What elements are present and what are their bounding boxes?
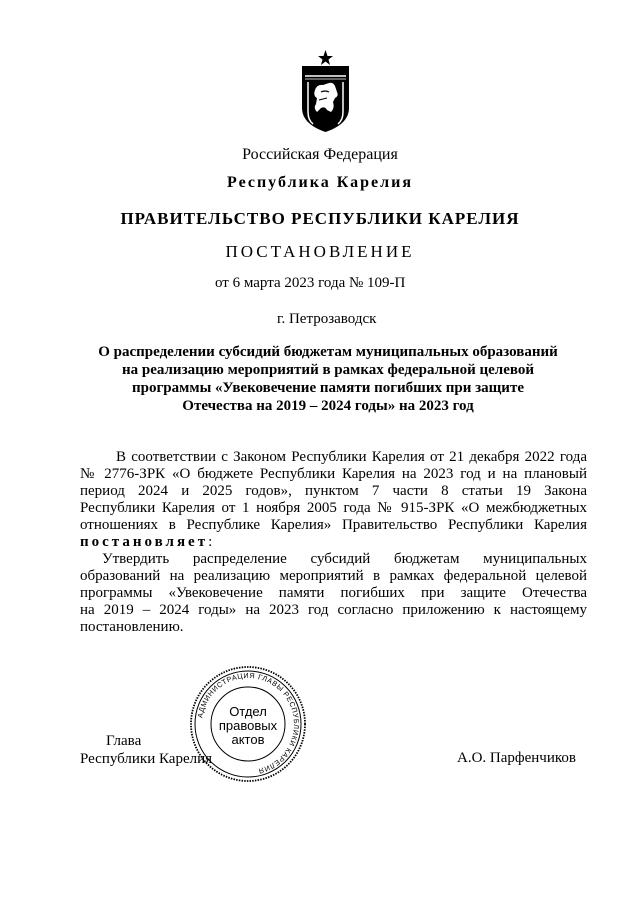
stamp-ring-text: АДМИНИСТРАЦИЯ ГЛАВЫ РЕСПУБЛИКИ КАРЕЛИЯ xyxy=(195,670,302,776)
resolution-line: на 2019 – 2024 годы» на 2023 год согласно приложению к настоящему xyxy=(80,602,587,618)
subject-line: О распределении субсидий бюджетам муниципальных образований xyxy=(98,344,558,360)
decree-word: постановляет xyxy=(80,534,209,550)
resolution-line: постановлению. xyxy=(80,619,184,635)
document-subject xyxy=(80,343,576,415)
subject-line: Отечества на 2019 – 2024 годы» на 2023 год xyxy=(182,398,474,414)
preamble-line: В соответствии с Законом Республики Карелия от 21 декабря 2022 года xyxy=(116,449,587,465)
preamble-line: отношениях в Республике Карелия» Правительство Республики Карелия xyxy=(80,517,587,533)
republic-name: Республика Карелия xyxy=(227,174,413,191)
resolution-line: образований на реализацию мероприятий в рамках федеральной целевой xyxy=(80,568,587,584)
preamble-line: период 2024 и 2025 годов», пунктом 7 части 8 статьи 19 Закона xyxy=(80,483,587,499)
stamp-center-line: правовых xyxy=(218,718,278,733)
preamble-line: № 2776-ЗРК «О бюджете Республики Карелия на 2023 год и на плановый xyxy=(80,466,587,482)
resolution-line: Утвердить распределение субсидий бюджетам муниципальных xyxy=(102,551,587,567)
signatory-name: А.О. Парфенчиков xyxy=(457,750,576,766)
document-type: ПОСТАНОВЛЕНИЕ xyxy=(225,242,415,261)
decree-word-line xyxy=(80,534,587,551)
government-name: ПРАВИТЕЛЬСТВО РЕСПУБЛИКИ КАРЕЛИЯ xyxy=(120,209,520,228)
date-number-line: от 6 марта 2023 года № 109-П xyxy=(215,275,406,291)
preamble-line: Республики Карелия от 1 ноября 2005 года № 915-ЗРК «О межбюджетных xyxy=(80,500,587,516)
coat-of-arms-icon xyxy=(299,50,352,132)
stamp-center-line: актов xyxy=(231,732,265,747)
resolution-paragraph xyxy=(80,551,587,636)
city-line: г. Петрозаводск xyxy=(277,311,377,327)
resolution-line: программы «Увековечение памяти погибших при защите Отечества xyxy=(80,585,587,601)
signatory-title-line2: Республики Карелия xyxy=(80,751,213,767)
stamp-center-line: Отдел xyxy=(229,704,267,719)
signatory-title-line1: Глава xyxy=(106,733,142,749)
signatory-title xyxy=(80,732,212,768)
country-name: Российская Федерация xyxy=(242,146,398,163)
subject-line: на реализацию мероприятий в рамках федеральной целевой xyxy=(121,362,534,378)
decree-colon: : xyxy=(208,534,213,550)
preamble-paragraph xyxy=(80,449,587,551)
subject-line: программы «Увековечение памяти погибших при защите xyxy=(132,380,524,396)
